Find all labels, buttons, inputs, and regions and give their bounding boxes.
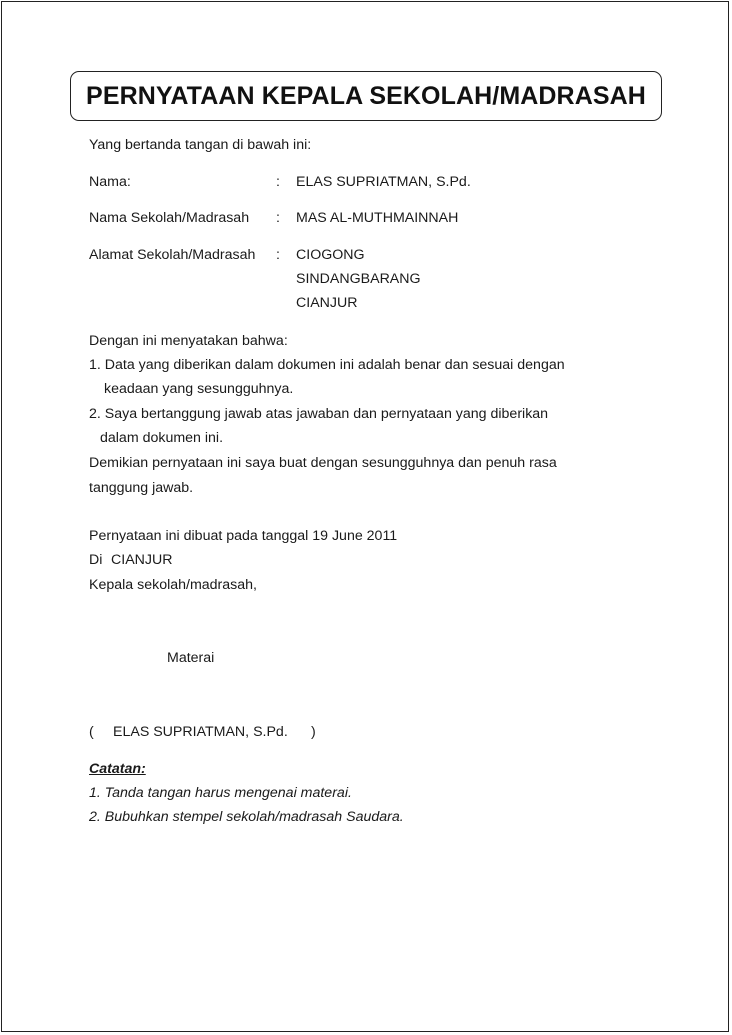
- nama-colon: :: [276, 174, 280, 190]
- alamat-line-2: SINDANGBARANG: [296, 271, 421, 287]
- statement-item-1-line-1: 1. Data yang diberikan dalam dokumen ini adalah benar dan sesuai dengan: [89, 357, 565, 373]
- document-page: [1, 1, 729, 1032]
- statement-lead: Dengan ini menyatakan bahwa:: [89, 333, 288, 349]
- signature-name: ELAS SUPRIATMAN, S.Pd.: [113, 724, 288, 740]
- date-line: Pernyataan ini dibuat pada tanggal 19 June 2011: [89, 528, 398, 544]
- statement-item-1-line-2: keadaan yang sesungguhnya.: [104, 381, 294, 397]
- notes-heading: Catatan:: [89, 761, 146, 777]
- materai-stamp-label: Materai: [167, 650, 215, 666]
- closing-line-2: tanggung jawab.: [89, 480, 194, 496]
- nama-value: ELAS SUPRIATMAN, S.Pd.: [296, 174, 471, 190]
- signature-close-paren: ): [311, 724, 316, 740]
- sekolah-colon: :: [276, 210, 280, 226]
- alamat-line-1: CIOGONG: [296, 247, 365, 263]
- note-item-2: 2. Bubuhkan stempel sekolah/madrasah Saudara.: [89, 809, 404, 825]
- place-prefix: Di: [89, 552, 103, 568]
- note-item-1: 1. Tanda tangan harus mengenai materai.: [89, 785, 352, 801]
- signature-open-paren: (: [89, 724, 94, 740]
- document-title: PERNYATAAN KEPALA SEKOLAH/MADRASAH: [86, 81, 646, 110]
- nama-label: Nama:: [89, 174, 131, 190]
- title-box: [70, 71, 662, 121]
- signer-role: Kepala sekolah/madrasah,: [89, 577, 257, 593]
- closing-line-1: Demikian pernyataan ini saya buat dengan sesungguhnya dan penuh rasa: [89, 455, 557, 471]
- alamat-line-3: CIANJUR: [296, 295, 358, 311]
- place-name: CIANJUR: [111, 552, 173, 568]
- statement-item-2-line-1: 2. Saya bertanggung jawab atas jawaban dan pernyataan yang diberikan: [89, 406, 549, 422]
- sekolah-value: MAS AL-MUTHMAINNAH: [296, 210, 459, 226]
- alamat-label: Alamat Sekolah/Madrasah: [89, 247, 256, 263]
- sekolah-label: Nama Sekolah/Madrasah: [89, 210, 250, 226]
- statement-item-2-line-2: dalam dokumen ini.: [100, 430, 224, 446]
- alamat-colon: :: [276, 247, 280, 263]
- intro-text: Yang bertanda tangan di bawah ini:: [89, 137, 312, 153]
